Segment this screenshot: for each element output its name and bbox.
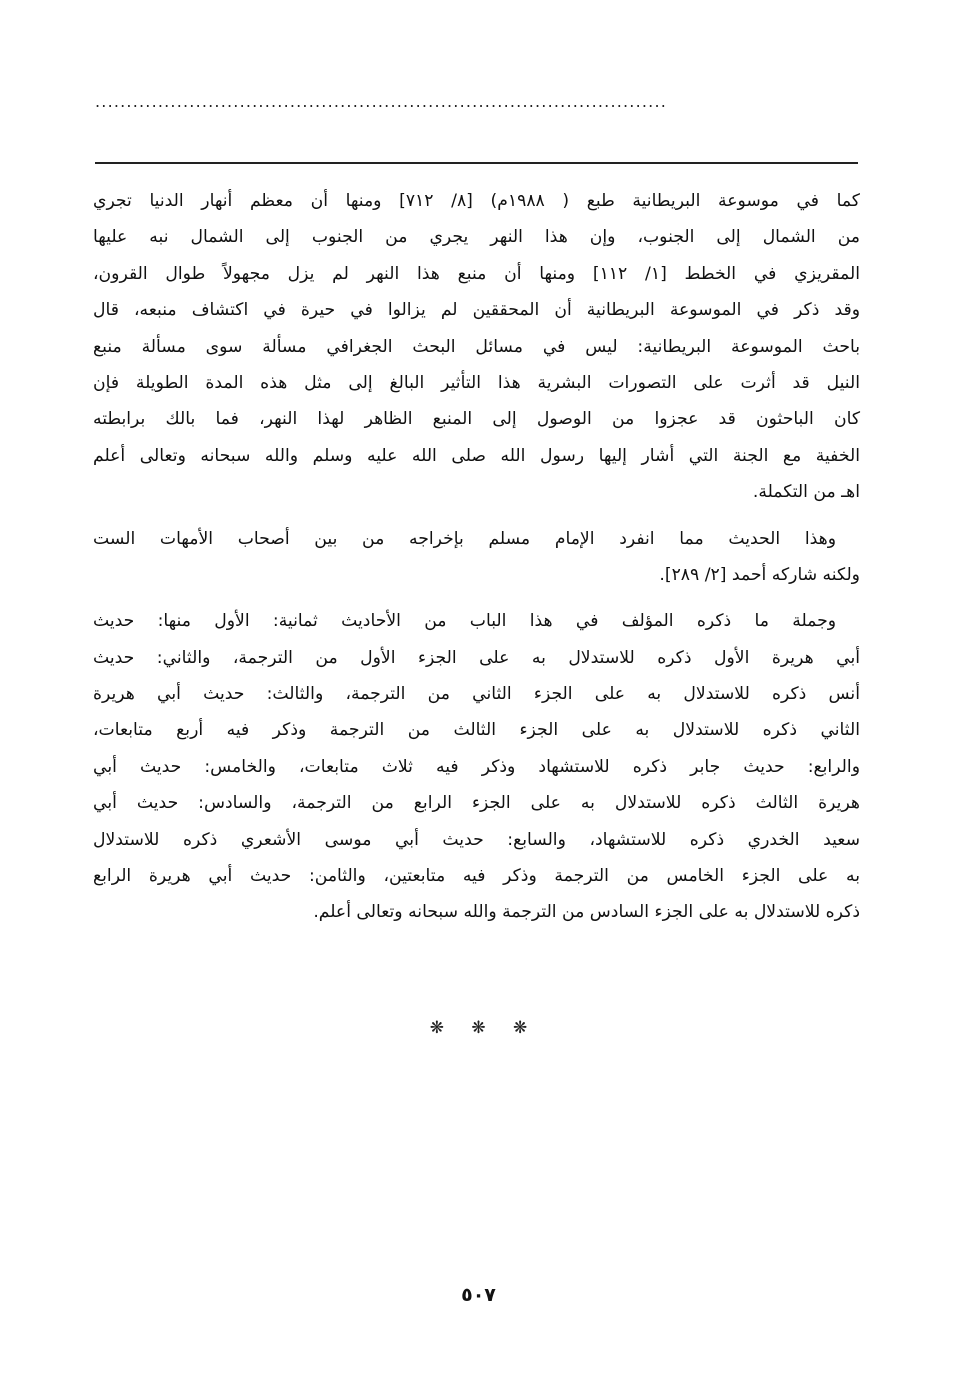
text-line: به على الجزء الخامس من الترجمة وذكر فيه متابعتين، والثامن: حديث أبي هريرة الرابع: [93, 866, 860, 887]
text-line: باحث الموسوعة البريطانية: ليس في مسائل البحث الجغرافي مسألة سوى مسألة منبع: [93, 336, 860, 357]
section-separator-stars: ❋ ❋ ❋: [429, 1018, 528, 1038]
text-line: كان الباحثون قد عجزوا من الوصول إلى المنبع الظاهر لهذا النهر، فما بالك برابطته: [93, 409, 860, 430]
paragraph: [93, 603, 860, 931]
footnote-dotted-line: ...........................................................................................: [95, 92, 668, 111]
text-line: كما في موسوعة البريطانية طبع ( ١٩٨٨م) [٨/ ٧١٢] ومنها أن معظم أنهار الدنيا تجري: [93, 191, 860, 211]
text-line: سعيد الخدري ذكره للاستشهاد، والسابع: حديث أبي موسى الأشعري ذكره للاستدلال: [93, 829, 860, 850]
footnote-separator-rule: [95, 162, 858, 164]
text-line: وقد ذكر في الموسوعة البريطانية أن المحققين لم يزالوا في حيرة في اكتشاف منبعه، قال: [93, 300, 860, 321]
text-line: ولكنه شاركه أحمد [٢/ ٢٨٩].: [659, 564, 860, 585]
text-line: النيل قد أثرت على التصورات البشرية هذا التأثير البالغ إلى مثل هذه المدة الطويلة فإن: [93, 372, 860, 393]
text-line: وهذا الحديث مما انفرد الإمام مسلم بإخراجه من بين أصحاب الأمهات الست: [93, 528, 836, 549]
text-line: المقريزي في الخطط [١/ ١١٢] ومنها أن منبع هذا النهر لم يزل مجهولاً طوال القرون،: [93, 263, 860, 284]
paragraph: [93, 521, 860, 594]
text-line: الخفية مع الجنة التي أشار إليها رسول الله صلى الله عليه وسلم والله سبحانه وتعالى أعلم: [93, 445, 860, 466]
text-line: أبي هريرة الأول ذكره للاستدلال به على الجزء الأول من الترجمة، والثاني: حديث: [93, 647, 860, 668]
text-line: أنس ذكره للاستدلال به على الجزء الثاني من الترجمة، والثالث: حديث أبي هريرة: [93, 684, 860, 705]
text-line: ذكره للاستدلال به على الجزء السادس من الترجمة والله سبحانه وتعالى أعلم.: [313, 902, 860, 923]
page-number: ٥٠٧: [461, 1284, 496, 1306]
page-body: [93, 183, 860, 931]
text-line: اهـ من التكملة.: [752, 482, 860, 503]
text-line: من الشمال إلى الجنوب، وإن هذا النهر يجري من الجنوب إلى الشمال نبه عليها: [93, 227, 860, 248]
text-line: والرابع: حديث جابر ذكره للاستشهاد وذكر فيه ثلاث متابعات، والخامس: حديث أبي: [93, 756, 860, 777]
text-line: الثاني ذكره للاستدلال به على الجزء الثالث من الترجمة وذكر فيه أربع متابعات،: [93, 720, 860, 741]
text-line: وجملة ما ذكره المؤلف في هذا الباب من الأحاديث ثمانية: الأول منها: حديث: [93, 611, 836, 632]
paragraph: [93, 183, 860, 511]
text-line: هريرة الثالث ذكره للاستدلال به على الجزء الرابع من الترجمة، والسادس: حديث أبي: [93, 793, 860, 814]
